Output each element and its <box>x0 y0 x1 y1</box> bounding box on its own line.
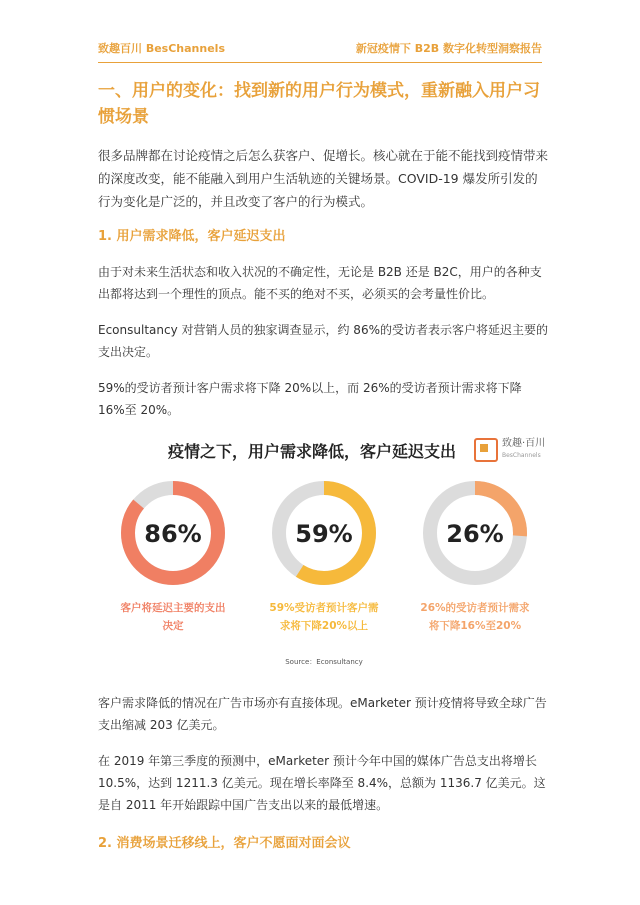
donut-value-label: 86% <box>144 520 202 548</box>
logo-subtext: BesChannels <box>502 452 541 459</box>
donut-1 <box>110 477 236 635</box>
donut-svg <box>419 477 531 589</box>
subsection-title-2: 2. 消费场景迁移线上，客户不愿面对面会议 <box>98 836 351 851</box>
donut-caption: 客户将延迟主要的支出决定 <box>120 602 226 632</box>
donut-figure <box>98 435 550 680</box>
section-title: 一、用户的变化：找到新的用户行为模式，重新融入用户习惯场景 <box>98 81 540 127</box>
page-header <box>98 40 542 63</box>
figure-title: 疫情之下，用户需求降低，客户延迟支出 <box>168 442 457 461</box>
donut-row <box>98 477 550 635</box>
paragraph-survey: Econsultancy 对营销人员的独家调查显示，约 86%的受访者表示客户将延迟主要的支出决定。 <box>98 323 548 359</box>
donut-svg <box>117 477 229 589</box>
donut-svg <box>268 477 380 589</box>
logo-mark-icon <box>474 438 498 462</box>
paragraph-china-ad: 在 2019 年第三季度的预测中，eMarketer 预计今年中国的媒体广告总支出将增长 10.5%，达到 1211.3 亿美元。现在增长率降至 8.4%，总额为 1136.7 亿美元。这是自 2011 年开始跟踪中国广告支出以来的最低增速。 <box>98 754 546 812</box>
page-content <box>98 78 550 868</box>
donut-caption: 59%受访者预计客户需求将下降20%以上 <box>269 602 379 632</box>
paragraph-ad-market: 客户需求降低的情况在广告市场亦有直接体现。eMarketer 预计疫情将导致全球广告支出缩减 203 亿美元。 <box>98 696 547 732</box>
subsection-title-1: 1. 用户需求降低，客户延迟支出 <box>98 229 286 244</box>
donut-2 <box>261 477 387 635</box>
donut-caption: 26%的受访者预计需求将下降16%至20% <box>420 602 530 632</box>
donut-value-label: 59% <box>295 520 353 548</box>
paragraph-uncertainty: 由于对未来生活状态和收入状况的不确定性，无论是 B2B 还是 B2C，用户的各种支出都将达到一个理性的顶点。能不买的绝对不买，必须买的会考量性价比。 <box>98 265 542 301</box>
donut-value-label: 26% <box>446 520 504 548</box>
brand-name: 致趣百川 BesChannels <box>98 42 225 55</box>
brand-logo <box>474 435 550 465</box>
figure-source: Source：Econsultancy <box>285 658 363 666</box>
report-title: 新冠疫情下 B2B 数字化转型洞察报告 <box>355 42 542 55</box>
logo-text: 致趣·百川 <box>502 438 546 449</box>
paragraph-forecast: 59%的受访者预计客户需求将下降 20%以上，而 26%的受访者预计需求将下降 16%至 20%。 <box>98 381 522 417</box>
donut-3 <box>412 477 538 635</box>
intro-paragraph: 很多品牌都在讨论疫情之后怎么获客户、促增长。核心就在于能不能找到疫情带来的深度改变，能不能融入到用户生活轨迹的关键场景。COVID-19 爆发所引发的行为变化是广泛的，并且改变了客户的行为模式。 <box>98 148 549 209</box>
